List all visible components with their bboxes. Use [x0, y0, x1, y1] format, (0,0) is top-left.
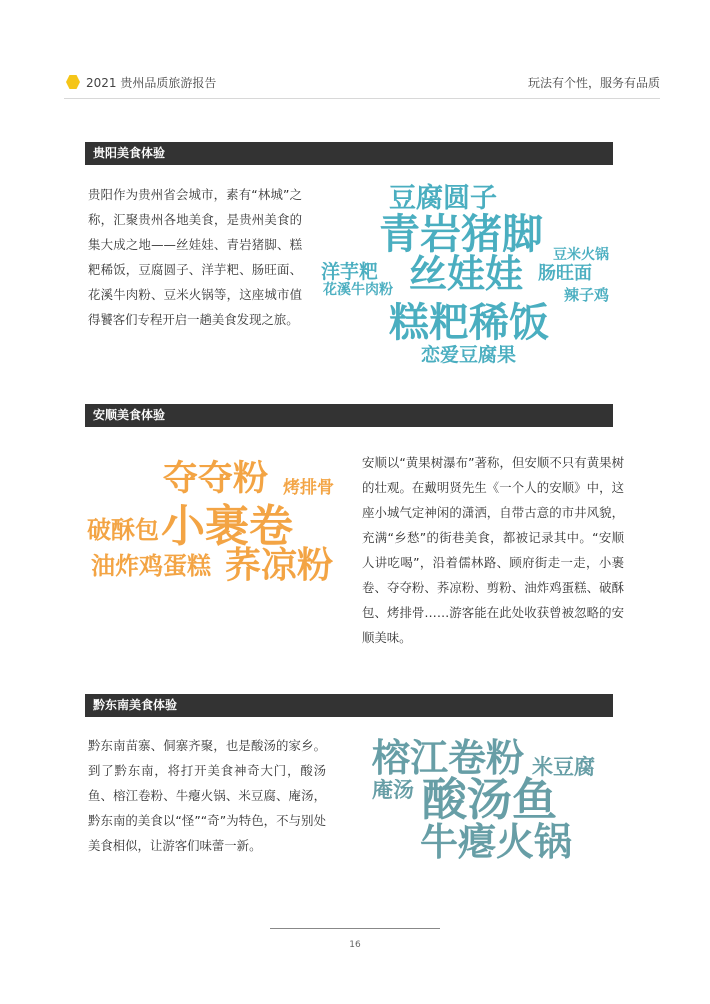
section-heading-anshun: 安顺美食体验	[85, 404, 613, 427]
word-cloud-qiandongnan	[368, 735, 638, 865]
cloud-word: 庵汤	[372, 778, 414, 802]
cloud-word: 恋爱豆腐果	[421, 344, 517, 366]
cloud-word: 牛瘪火锅	[420, 820, 573, 864]
section-text-guiyang: 贵阳作为贵州省会城市，素有“林城”之称，汇聚贵州各地美食，是贵州美食的集大成之地——丝娃娃、青岩猪脚、糕粑稀饭，豆腐圆子、洋芋粑、肠旺面、花溪牛肉粉、豆米火锅等，这座城市值得饕客们专程开启一趟美食发现之旅。	[88, 187, 302, 327]
hexagon-logo-icon	[66, 75, 80, 89]
cloud-word: 糕粑稀饭	[389, 300, 549, 346]
cloud-word: 米豆腐	[532, 755, 595, 779]
cloud-word: 肠旺面	[538, 263, 592, 284]
footer-divider	[270, 928, 440, 929]
section-heading-guiyang: 贵阳美食体验	[85, 142, 613, 165]
cloud-word: 小裹卷	[161, 501, 293, 552]
section-heading-qiandongnan: 黔东南美食体验	[85, 694, 613, 717]
header-slogan: 玩法有个性，服务有品质	[527, 76, 660, 90]
word-cloud-guiyang	[315, 175, 630, 375]
cloud-word: 夺夺粉	[163, 459, 269, 499]
section-text-anshun: 安顺以“黄果树瀑布”著称，但安顺不只有黄果树的壮观。在戴明贤先生《一个人的安顺》中，这座小城气定神闲的潇洒，自带古意的市井风貌，充满“乡愁”的街巷美食，都被记录其中。“安顺人讲吃喝”，沿着儒林路、顾府街走一走，小裹卷、夺夺粉、荞凉粉、剪粉、油炸鸡蛋糕、破酥包、烤排骨……游客能在此处收获曾被忽略的安顺美味。	[362, 455, 624, 645]
report-title: 2021 贵州品质旅游报告	[86, 76, 217, 90]
cloud-word: 酸汤鱼	[422, 773, 558, 826]
cloud-word: 洋芋粑	[321, 261, 379, 283]
cloud-word: 豆腐圆子	[389, 183, 497, 214]
cloud-word: 豆米火锅	[553, 247, 609, 263]
cloud-word: 油炸鸡蛋糕	[91, 552, 211, 580]
section-text-qiandongnan: 黔东南苗寨、侗寨齐聚，也是酸汤的家乡。到了黔东南，将打开美食神奇大门，酸汤鱼、榕江卷粉、牛瘪火锅、米豆腐、庵汤，黔东南的美食以“怪”“奇”为特色，不与别处美食相似，让游客们味蕾一新。	[88, 738, 326, 853]
cloud-word: 荞凉粉	[225, 545, 334, 586]
cloud-word: 花溪牛肉粉	[323, 282, 393, 298]
cloud-word: 青岩猪脚	[379, 210, 543, 258]
page-header	[0, 0, 710, 100]
cloud-word: 丝娃娃	[409, 252, 524, 296]
word-cloud-anshun	[85, 450, 345, 600]
header-divider	[64, 98, 660, 99]
cloud-word: 烤排骨	[283, 478, 334, 498]
cloud-word: 辣子鸡	[564, 286, 610, 304]
cloud-word: 榕江卷粉	[372, 736, 525, 780]
page-number: 16	[349, 940, 361, 950]
cloud-word: 破酥包	[87, 516, 159, 544]
